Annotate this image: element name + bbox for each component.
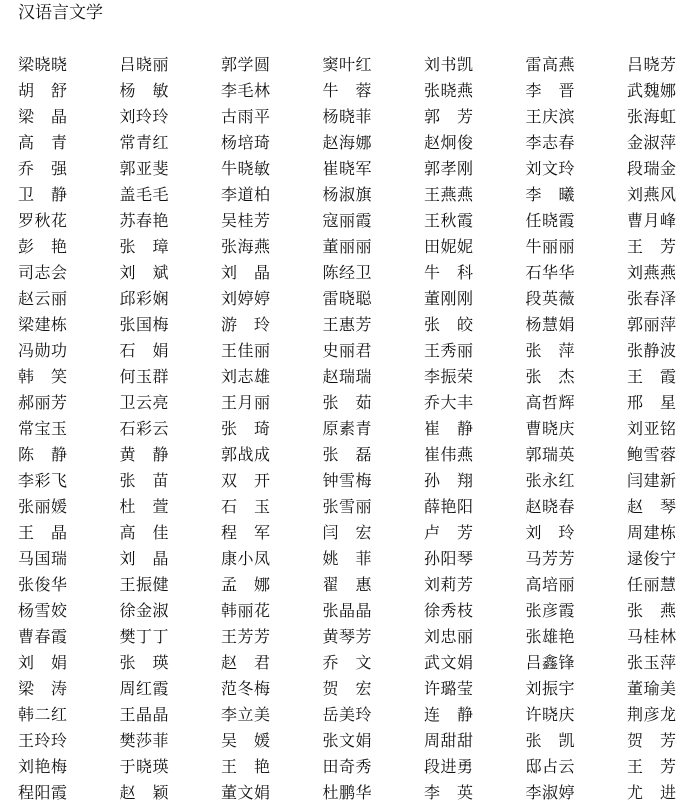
student-name: 韩 笑 xyxy=(18,367,68,386)
student-name: 张雄艳 xyxy=(525,627,576,646)
student-name: 张 璋 xyxy=(119,237,170,256)
student-name: 李毛林 xyxy=(221,81,271,100)
student-name: 郭战成 xyxy=(221,445,271,464)
student-name: 赵云丽 xyxy=(18,289,68,308)
student-name: 牛丽丽 xyxy=(525,237,576,256)
student-name: 刘 晶 xyxy=(221,263,271,282)
student-name: 刘文玲 xyxy=(525,159,576,178)
student-name: 高培丽 xyxy=(525,575,576,594)
student-name: 程阳霞 xyxy=(18,783,68,802)
student-name: 董丽丽 xyxy=(322,237,373,256)
student-name: 薛艳阳 xyxy=(424,497,474,516)
student-name: 樊丁丁 xyxy=(119,627,170,646)
student-name: 郭 芳 xyxy=(424,107,474,126)
student-name: 段瑞金 xyxy=(627,159,677,178)
student-name: 张 茹 xyxy=(322,393,373,412)
student-name: 任丽慧 xyxy=(627,575,677,594)
student-name: 何玉群 xyxy=(119,367,170,386)
student-name: 王 芳 xyxy=(627,237,677,256)
student-name: 韩丽花 xyxy=(221,601,271,620)
student-name: 王 艳 xyxy=(221,757,271,776)
student-name: 段英薇 xyxy=(525,289,576,308)
student-name: 王燕燕 xyxy=(424,185,474,204)
student-name: 逯俊宁 xyxy=(627,549,677,568)
student-name: 张 杰 xyxy=(525,367,576,386)
student-name: 张永红 xyxy=(525,471,576,490)
student-name: 吕晓芳 xyxy=(627,55,677,74)
student-name: 刘 晶 xyxy=(119,549,170,568)
student-name: 武魏娜 xyxy=(627,81,677,100)
student-name: 许晓庆 xyxy=(525,705,576,724)
student-name: 赵 君 xyxy=(221,653,271,672)
student-name: 郭孝刚 xyxy=(424,159,474,178)
student-name: 吴 媛 xyxy=(221,731,271,750)
student-name: 张俊华 xyxy=(18,575,68,594)
student-name: 王振健 xyxy=(119,575,170,594)
student-name: 刘忠丽 xyxy=(424,627,474,646)
student-name: 孙 翔 xyxy=(424,471,474,490)
student-name: 牛 科 xyxy=(424,263,474,282)
student-name: 王 霞 xyxy=(627,367,677,386)
student-name: 张 凯 xyxy=(525,731,576,750)
student-name: 周建栋 xyxy=(627,523,677,542)
page-title: 汉语言文学 xyxy=(18,3,103,23)
student-name: 王佳丽 xyxy=(221,341,271,360)
student-name: 黄琴芳 xyxy=(322,627,373,646)
student-name: 高 佳 xyxy=(119,523,170,542)
student-name: 张 萍 xyxy=(525,341,576,360)
student-name: 杜鹏华 xyxy=(322,783,373,802)
student-name: 董瑜美 xyxy=(627,679,677,698)
student-name: 冯勋功 xyxy=(18,341,68,360)
student-name: 杨淑旗 xyxy=(322,185,373,204)
student-name: 赵海娜 xyxy=(322,133,373,152)
student-name: 郭学圆 xyxy=(221,55,271,74)
student-name: 张晓燕 xyxy=(424,81,474,100)
student-name: 窦叶红 xyxy=(322,55,373,74)
student-name: 李志春 xyxy=(525,133,576,152)
student-name: 王晶晶 xyxy=(119,705,170,724)
student-name: 张海燕 xyxy=(221,237,271,256)
student-name: 卢 芳 xyxy=(424,523,474,542)
student-name: 刘莉芳 xyxy=(424,575,474,594)
student-name: 姚 菲 xyxy=(322,549,373,568)
student-name: 高 青 xyxy=(18,133,68,152)
student-name: 盖毛毛 xyxy=(119,185,170,204)
student-name: 苏春艳 xyxy=(119,211,170,230)
student-name: 王芳芳 xyxy=(221,627,271,646)
student-name: 胡 舒 xyxy=(18,81,68,100)
student-name: 董文娟 xyxy=(221,783,271,802)
student-name: 张海虹 xyxy=(627,107,677,126)
student-name: 石彩云 xyxy=(119,419,170,438)
student-name: 任晓霞 xyxy=(525,211,576,230)
student-name: 徐金淑 xyxy=(119,601,170,620)
student-name: 许璐莹 xyxy=(424,679,474,698)
student-name: 李 英 xyxy=(424,783,474,802)
student-name: 高哲辉 xyxy=(525,393,576,412)
student-name: 钟雪梅 xyxy=(322,471,373,490)
student-name: 刘玲玲 xyxy=(119,107,170,126)
student-name: 黄 静 xyxy=(119,445,170,464)
student-name: 樊莎菲 xyxy=(119,731,170,750)
student-name: 王惠芳 xyxy=(322,315,373,334)
student-name: 张 皎 xyxy=(424,315,474,334)
student-name: 贺 宏 xyxy=(322,679,373,698)
student-name: 乔大丰 xyxy=(424,393,474,412)
student-name: 赵晓春 xyxy=(525,497,576,516)
student-name: 刘志雄 xyxy=(221,367,271,386)
student-name: 原素青 xyxy=(322,419,373,438)
student-name: 史丽君 xyxy=(322,341,373,360)
student-name: 闫建新 xyxy=(627,471,677,490)
student-name: 梁建栋 xyxy=(18,315,68,334)
student-name: 连 静 xyxy=(424,705,474,724)
student-name: 彭 艳 xyxy=(18,237,68,256)
student-name: 石 娟 xyxy=(119,341,170,360)
student-name: 赵炯俊 xyxy=(424,133,474,152)
student-name: 刘书凯 xyxy=(424,55,474,74)
student-name: 张文娟 xyxy=(322,731,373,750)
student-name: 杨 敏 xyxy=(119,81,170,100)
student-name: 张 苗 xyxy=(119,471,170,490)
student-name: 杜 萱 xyxy=(119,497,170,516)
student-name: 尤 进 xyxy=(627,783,677,802)
student-name: 王秀丽 xyxy=(424,341,474,360)
student-name: 吕晓丽 xyxy=(119,55,170,74)
student-name: 乔 文 xyxy=(322,653,373,672)
student-name: 李 曦 xyxy=(525,185,576,204)
student-name: 寇丽霞 xyxy=(322,211,373,230)
student-name: 梁 晶 xyxy=(18,107,68,126)
student-name: 岳美玲 xyxy=(322,705,373,724)
student-name: 崔伟燕 xyxy=(424,445,474,464)
student-name: 张 磊 xyxy=(322,445,373,464)
student-name: 邸占云 xyxy=(525,757,576,776)
student-name: 赵 颖 xyxy=(119,783,170,802)
student-name: 马芳芳 xyxy=(525,549,576,568)
student-name: 李彩飞 xyxy=(18,471,68,490)
student-name: 赵 琴 xyxy=(627,497,677,516)
student-name: 梁晓晓 xyxy=(18,55,68,74)
student-name: 张彦霞 xyxy=(525,601,576,620)
student-name: 卫 静 xyxy=(18,185,68,204)
student-name: 双 开 xyxy=(221,471,271,490)
student-name: 闫 宏 xyxy=(322,523,373,542)
student-name: 王秋霞 xyxy=(424,211,474,230)
student-name: 石 玉 xyxy=(221,497,271,516)
student-name: 康小凤 xyxy=(221,549,271,568)
student-name: 李立美 xyxy=(221,705,271,724)
student-name: 马桂林 xyxy=(627,627,677,646)
student-name: 罗秋花 xyxy=(18,211,68,230)
student-name: 崔晓军 xyxy=(322,159,373,178)
student-name: 杨慧娟 xyxy=(525,315,576,334)
student-name: 张 瑛 xyxy=(119,653,170,672)
student-name: 吴桂芳 xyxy=(221,211,271,230)
student-name: 周甜甜 xyxy=(424,731,474,750)
student-name: 段进勇 xyxy=(424,757,474,776)
student-name: 吕鑫锋 xyxy=(525,653,576,672)
student-name: 李淑婷 xyxy=(525,783,576,802)
student-name: 李 晋 xyxy=(525,81,576,100)
student-name: 牛晓敏 xyxy=(221,159,271,178)
student-name: 张静波 xyxy=(627,341,677,360)
student-name: 杨晓菲 xyxy=(322,107,373,126)
student-name: 田妮妮 xyxy=(424,237,474,256)
student-name: 李道柏 xyxy=(221,185,271,204)
student-name: 张 燕 xyxy=(627,601,677,620)
student-name: 李振荣 xyxy=(424,367,474,386)
student-name: 刘艳梅 xyxy=(18,757,68,776)
student-name: 武文娟 xyxy=(424,653,474,672)
student-name: 田奇秀 xyxy=(322,757,373,776)
student-name: 韩二红 xyxy=(18,705,68,724)
student-name: 张国梅 xyxy=(119,315,170,334)
student-name: 王 晶 xyxy=(18,523,68,542)
student-name: 石华华 xyxy=(525,263,576,282)
student-name: 杨培琦 xyxy=(221,133,271,152)
student-name: 雷高燕 xyxy=(525,55,576,74)
student-name: 刘燕风 xyxy=(627,185,677,204)
student-name: 邱彩娴 xyxy=(119,289,170,308)
student-name: 常宝玉 xyxy=(18,419,68,438)
student-name: 贺 芳 xyxy=(627,731,677,750)
student-name: 陈 静 xyxy=(18,445,68,464)
student-name: 邢 星 xyxy=(627,393,677,412)
student-name: 金淑萍 xyxy=(627,133,677,152)
student-name: 于晓瑛 xyxy=(119,757,170,776)
student-name: 卫云亮 xyxy=(119,393,170,412)
student-name: 赵瑞瑞 xyxy=(322,367,373,386)
student-name: 张玉萍 xyxy=(627,653,677,672)
student-name: 张春泽 xyxy=(627,289,677,308)
student-name: 曹月峰 xyxy=(627,211,677,230)
student-name: 张雪丽 xyxy=(322,497,373,516)
student-name: 王玲玲 xyxy=(18,731,68,750)
student-name: 梁 涛 xyxy=(18,679,68,698)
student-name: 常青红 xyxy=(119,133,170,152)
student-name: 程 军 xyxy=(221,523,271,542)
student-name: 周红霞 xyxy=(119,679,170,698)
student-name: 孙阳琴 xyxy=(424,549,474,568)
student-name: 曹春霞 xyxy=(18,627,68,646)
student-name: 王月丽 xyxy=(221,393,271,412)
student-name: 荆彦龙 xyxy=(627,705,677,724)
student-name: 马国瑞 xyxy=(18,549,68,568)
student-name: 董刚刚 xyxy=(424,289,474,308)
student-name: 王庆滨 xyxy=(525,107,576,126)
student-name: 刘亚铭 xyxy=(627,419,677,438)
student-name: 牛 蓉 xyxy=(322,81,373,100)
student-name: 崔 静 xyxy=(424,419,474,438)
student-name: 郭丽萍 xyxy=(627,315,677,334)
student-name: 张丽媛 xyxy=(18,497,68,516)
student-name: 孟 娜 xyxy=(221,575,271,594)
student-name: 鲍雪蓉 xyxy=(627,445,677,464)
student-name: 刘 斌 xyxy=(119,263,170,282)
student-name: 刘振宇 xyxy=(525,679,576,698)
student-name: 刘 娟 xyxy=(18,653,68,672)
student-name: 翟 惠 xyxy=(322,575,373,594)
student-name: 杨雪姣 xyxy=(18,601,68,620)
student-name: 郭瑞英 xyxy=(525,445,576,464)
student-name: 刘燕燕 xyxy=(627,263,677,282)
student-name: 雷晓聪 xyxy=(322,289,373,308)
student-name: 乔 强 xyxy=(18,159,68,178)
student-name: 徐秀枝 xyxy=(424,601,474,620)
student-name: 陈经卫 xyxy=(322,263,373,282)
student-name: 范冬梅 xyxy=(221,679,271,698)
student-name: 曹晓庆 xyxy=(525,419,576,438)
student-name: 游 玲 xyxy=(221,315,271,334)
student-name: 古雨平 xyxy=(221,107,271,126)
student-name: 王 芳 xyxy=(627,757,677,776)
name-list xyxy=(18,52,700,806)
student-name: 刘婷婷 xyxy=(221,289,271,308)
student-name: 司志会 xyxy=(18,263,68,282)
student-name: 刘 玲 xyxy=(525,523,576,542)
student-name: 张 琦 xyxy=(221,419,271,438)
student-name: 郝丽芳 xyxy=(18,393,68,412)
student-name: 郭亚斐 xyxy=(119,159,170,178)
student-name: 张晶晶 xyxy=(322,601,373,620)
